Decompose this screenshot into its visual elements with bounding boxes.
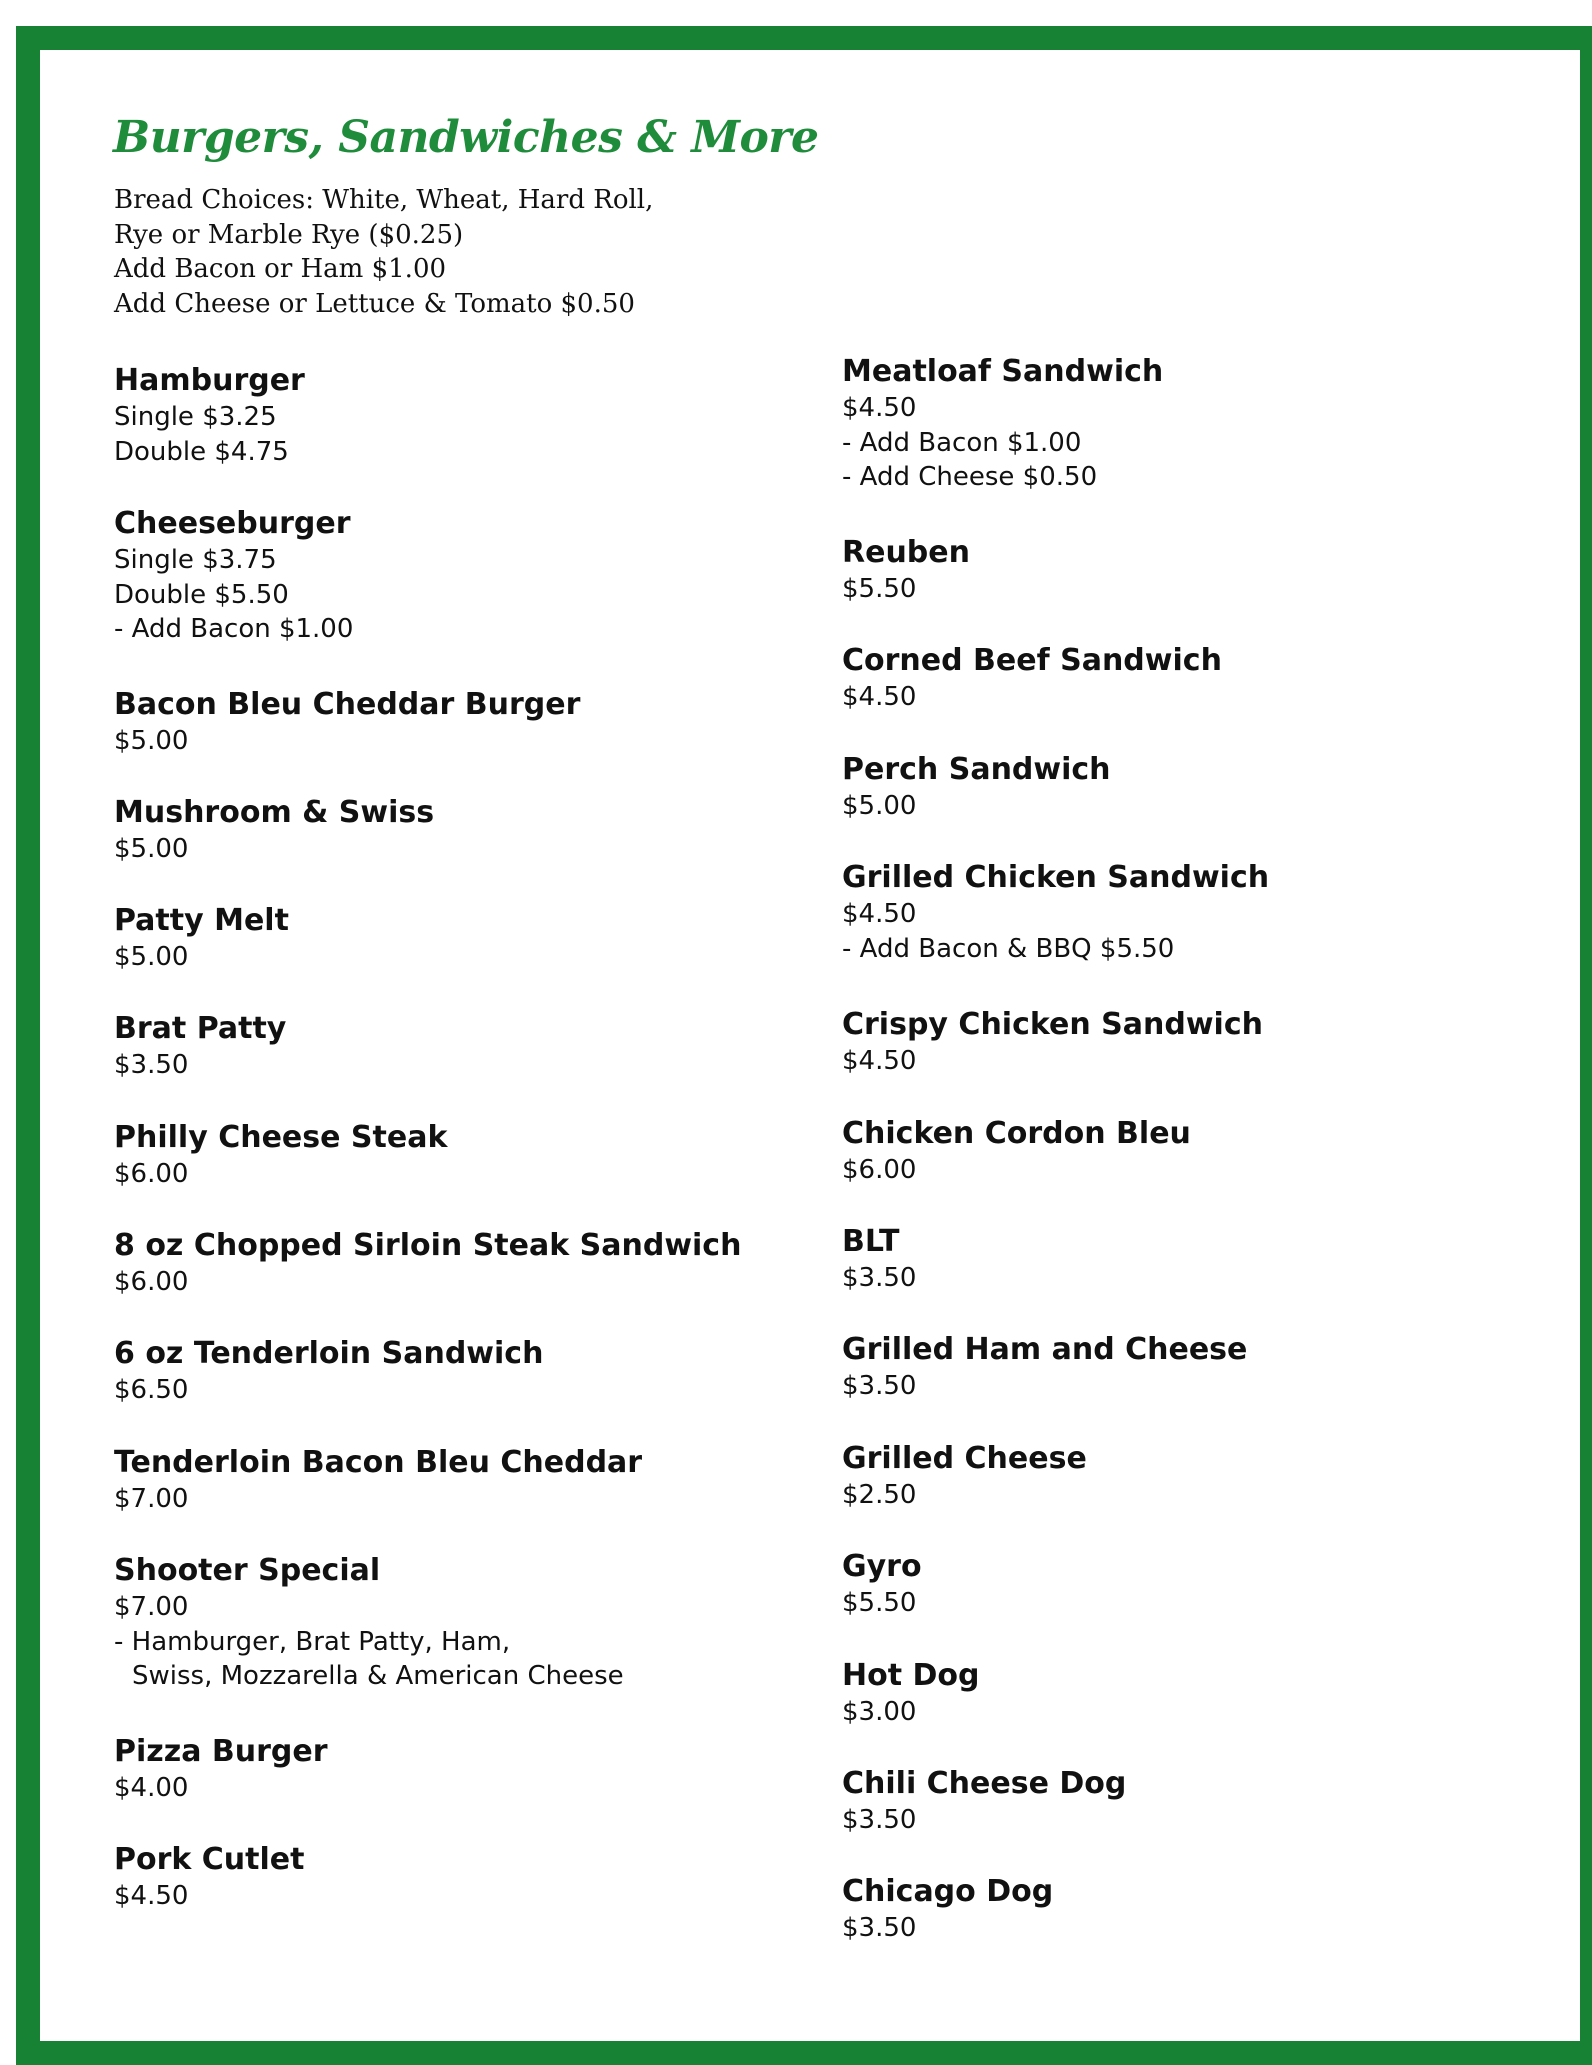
item-price: $5.00 (114, 834, 189, 864)
item-price: $5.50 (842, 1588, 917, 1618)
item-name: Chicago Dog (842, 1874, 1054, 1909)
item-name: Cheeseburger (114, 506, 351, 541)
item-name: BLT (842, 1224, 900, 1259)
item-price: $4.50 (842, 393, 917, 423)
item-price: $4.00 (114, 1773, 189, 1803)
menu-item-crispy-chicken-sandwich (842, 1006, 1263, 1079)
menu-item-mushroom-swiss (114, 794, 434, 867)
bread-and-addon-notes (114, 183, 653, 321)
item-price: $5.00 (114, 942, 189, 972)
menu-item-tenderloin-bacon-bleu (114, 1444, 642, 1517)
menu-item-hamburger (114, 362, 305, 469)
menu-item-philly-cheese-steak (114, 1119, 447, 1192)
item-price: Double $5.50 (114, 579, 289, 610)
item-price: $5.00 (114, 726, 189, 756)
item-name: Philly Cheese Steak (114, 1120, 448, 1155)
item-name: Tenderloin Bacon Bleu Cheddar (114, 1445, 643, 1480)
item-name: Mushroom & Swiss (114, 795, 435, 830)
menu-item-blt (842, 1223, 916, 1296)
item-name: Chili Cheese Dog (842, 1766, 1127, 1801)
item-name: Crispy Chicken Sandwich (842, 1007, 1263, 1042)
menu-item-pork-cutlet (114, 1841, 304, 1914)
menu-item-tenderloin-sandwich (114, 1335, 543, 1408)
menu-item-gyro (842, 1548, 922, 1621)
item-addon: - Add Bacon & BBQ $5.50 (842, 933, 1175, 964)
item-name: Pizza Burger (114, 1734, 328, 1769)
item-price: Double $4.75 (114, 436, 289, 467)
item-price: $7.00 (114, 1592, 189, 1622)
item-addon: - Add Cheese $0.50 (842, 462, 1098, 492)
item-name: Corned Beef Sandwich (842, 643, 1222, 678)
item-price: $6.00 (114, 1267, 189, 1297)
item-name: Patty Melt (114, 903, 289, 938)
menu-item-meatloaf-sandwich (842, 353, 1163, 495)
menu-item-reuben (842, 534, 970, 607)
item-description: - Hamburger, Brat Patty, Ham, (114, 1626, 511, 1657)
item-name: Bacon Bleu Cheddar Burger (114, 687, 581, 722)
menu-item-patty-melt (114, 902, 289, 975)
item-name: Gyro (842, 1549, 922, 1584)
item-name: 8 oz Chopped Sirloin Steak Sandwich (114, 1228, 742, 1263)
item-price: $2.50 (842, 1480, 917, 1510)
item-price: $6.00 (842, 1155, 917, 1185)
item-price: Single $3.75 (114, 545, 277, 575)
note-line: Add Cheese or Lettuce & Tomato $0.50 (114, 288, 635, 319)
section-title: Burgers, Sandwiches & More (113, 112, 819, 163)
note-line: Bread Choices: White, Wheat, Hard Roll, (114, 185, 654, 215)
item-description: Swiss, Mozzarella & American Cheese (132, 1661, 624, 1691)
menu-item-cheeseburger (114, 505, 353, 647)
menu-item-brat-patty (114, 1010, 286, 1083)
item-name: Grilled Chicken Sandwich (842, 860, 1270, 895)
item-price: $3.50 (842, 1371, 917, 1401)
item-price: $3.50 (842, 1263, 917, 1293)
item-price: $4.50 (842, 1046, 917, 1076)
menu-item-chicken-cordon-bleu (842, 1115, 1191, 1188)
item-price: $4.50 (842, 899, 917, 929)
item-price: $5.50 (842, 574, 917, 604)
item-price: $5.00 (842, 791, 917, 821)
item-name: Grilled Ham and Cheese (842, 1332, 1248, 1367)
item-price: $7.00 (114, 1484, 189, 1514)
item-price: $3.50 (114, 1050, 189, 1080)
menu-item-chili-cheese-dog (842, 1765, 1126, 1838)
item-price: Single $3.25 (114, 402, 277, 432)
item-name: Shooter Special (114, 1553, 381, 1588)
item-name: Pork Cutlet (114, 1842, 305, 1877)
menu-item-chopped-sirloin (114, 1227, 741, 1300)
item-name: Meatloaf Sandwich (842, 354, 1164, 389)
item-name: Brat Patty (114, 1011, 287, 1046)
item-name: 6 oz Tenderloin Sandwich (114, 1336, 544, 1371)
item-price: $3.50 (842, 1805, 917, 1835)
menu-item-bacon-bleu-cheddar-burger (114, 686, 580, 759)
item-name: Chicken Cordon Bleu (842, 1116, 1191, 1151)
item-name: Hamburger (114, 363, 305, 398)
menu-item-grilled-ham-and-cheese (842, 1331, 1247, 1404)
item-price: $6.50 (114, 1375, 189, 1405)
item-name: Grilled Cheese (842, 1441, 1087, 1476)
menu-item-grilled-chicken-sandwich (842, 859, 1269, 966)
menu-item-chicago-dog (842, 1873, 1053, 1946)
menu-item-hot-dog (842, 1657, 980, 1730)
menu-item-shooter-special (114, 1552, 624, 1694)
item-price: $6.00 (114, 1159, 189, 1189)
item-price: $4.50 (114, 1881, 189, 1911)
menu-item-grilled-cheese (842, 1440, 1087, 1513)
item-price: $3.50 (842, 1913, 917, 1943)
item-addon: - Add Bacon $1.00 (842, 427, 1082, 458)
item-addon: - Add Bacon $1.00 (114, 614, 354, 644)
item-price: $4.50 (842, 682, 917, 712)
menu-item-pizza-burger (114, 1733, 328, 1806)
note-line: Add Bacon or Ham $1.00 (114, 254, 447, 284)
note-line: Rye or Marble Rye ($0.25) (114, 219, 464, 250)
item-name: Reuben (842, 535, 970, 570)
item-name: Hot Dog (842, 1658, 980, 1693)
item-name: Perch Sandwich (842, 752, 1111, 787)
menu-item-corned-beef-sandwich (842, 642, 1222, 715)
item-price: $3.00 (842, 1697, 917, 1727)
menu-item-perch-sandwich (842, 751, 1111, 824)
